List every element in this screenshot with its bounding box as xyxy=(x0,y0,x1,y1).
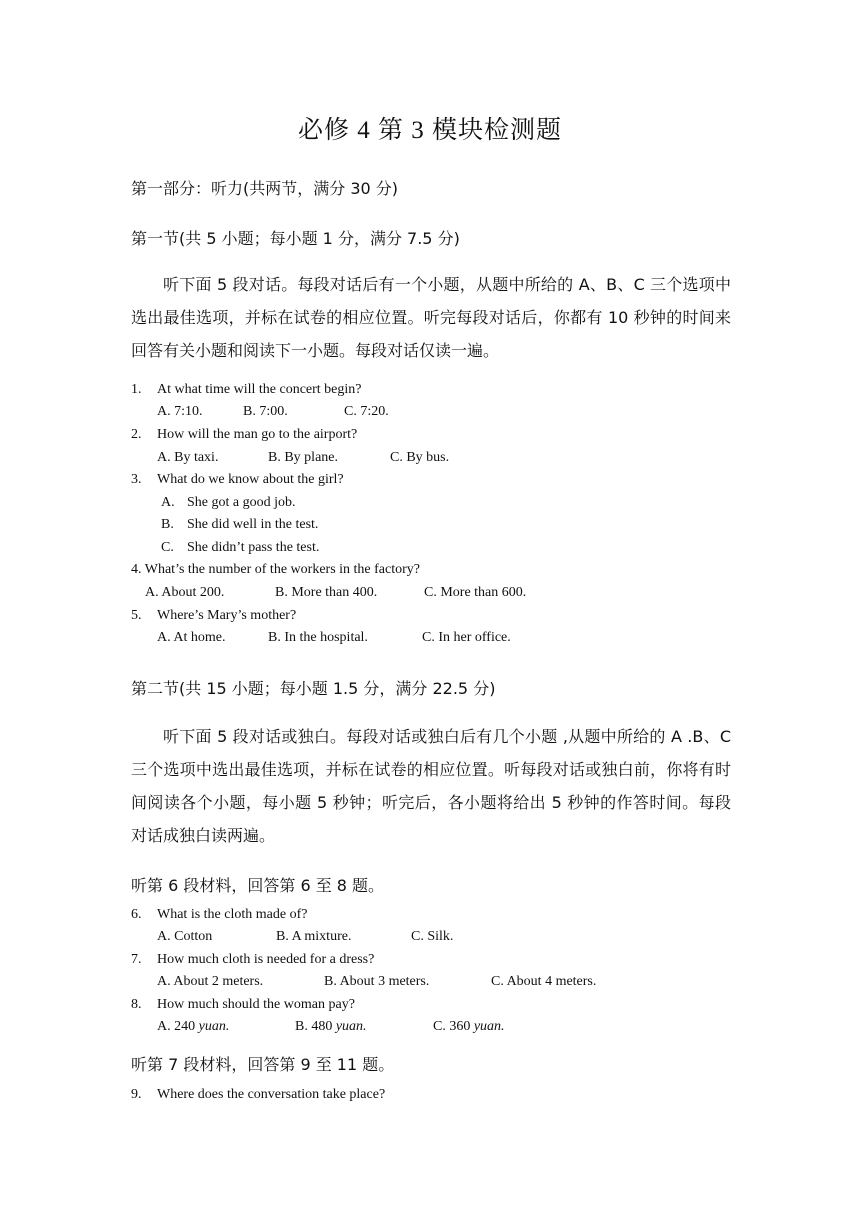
option-a: A. Cotton xyxy=(157,929,213,944)
section2-instructions: 听下面 5 段对话或独白。每段对话或独白后有几个小题 ,从题中所给的 A .B、C 三个选项中选出最佳选项，并标在试卷的相应位置。听每段对话或独白前，你将有时间阅读各个小题，每小题 5 秒钟；听完后，各小题将给出 5 秒钟的作答时间。每段对话成独白读两遍。 xyxy=(131,727,731,845)
section1-instructions: 听下面 5 段对话。每段对话后有一个小题，从题中所给的 A、B、C 三个选项中选出最佳选项，并标在试卷的相应位置。听完每段对话后，你都有 10 秒钟的时间来回答有关小题和阅读下一小题。每段对话仅读一遍。 xyxy=(131,275,731,360)
currency-unit: yuan. xyxy=(335,1019,367,1034)
question-text: At what time will the concert begin? xyxy=(157,382,362,397)
option-b: B. More than 400. xyxy=(275,585,378,600)
question-text: Where’s Mary’s mother? xyxy=(157,608,297,623)
question-1 xyxy=(131,382,362,398)
option-a: A. By taxi. xyxy=(157,450,219,465)
material6-heading: 听第 6 段材料，回答第 6 至 8 题。 xyxy=(131,876,385,895)
option-b: B. In the hospital. xyxy=(268,630,368,645)
section2-heading: 第二节(共 15 小题；每小题 1.5 分，满分 22.5 分) xyxy=(131,679,496,698)
option-b xyxy=(161,517,318,533)
option-text: She got a good job. xyxy=(187,495,296,510)
currency-unit: yuan. xyxy=(473,1019,505,1034)
material7-heading: 听第 7 段材料，回答第 9 至 11 题。 xyxy=(131,1055,395,1074)
option-label: C. xyxy=(161,540,174,555)
question-number: 6. xyxy=(131,907,142,922)
option-c xyxy=(433,1019,505,1035)
question-text: How much cloth is needed for a dress? xyxy=(157,952,375,967)
question-5 xyxy=(131,608,296,624)
option-c: C. Silk. xyxy=(411,929,454,944)
option-text: A. 240 xyxy=(157,1019,199,1034)
option-text: B. 480 xyxy=(295,1019,336,1034)
option-label: B. xyxy=(161,517,174,532)
option-text: She did well in the test. xyxy=(187,517,319,532)
question-number: 5. xyxy=(131,608,142,623)
part1-heading: 第一部分：听力(共两节，满分 30 分) xyxy=(131,179,399,198)
question-text: How much should the woman pay? xyxy=(157,997,355,1012)
question-number: 3. xyxy=(131,472,142,487)
question-text: Where does the conversation take place? xyxy=(157,1087,386,1102)
option-a xyxy=(161,495,296,511)
option-b xyxy=(295,1019,367,1035)
question-number: 2. xyxy=(131,427,142,442)
page-title: 必修 4 第 3 模块检测题 xyxy=(297,117,562,144)
question-7 xyxy=(131,952,374,968)
question-text: How will the man go to the airport? xyxy=(157,427,358,442)
question-number: 8. xyxy=(131,997,142,1012)
option-c: C. 7:20. xyxy=(344,404,389,419)
question-2 xyxy=(131,427,357,443)
option-b: B. About 3 meters. xyxy=(324,974,430,989)
currency-unit: yuan. xyxy=(198,1019,230,1034)
question-8 xyxy=(131,997,355,1013)
option-c: C. More than 600. xyxy=(424,585,527,600)
option-a: A. 7:10. xyxy=(157,404,203,419)
option-a: A. About 200. xyxy=(145,585,225,600)
option-c xyxy=(161,540,319,556)
option-text: C. 360 xyxy=(433,1019,474,1034)
option-b: B. A mixture. xyxy=(276,929,352,944)
question-6 xyxy=(131,907,307,923)
question-4 xyxy=(131,562,420,578)
option-b: B. By plane. xyxy=(268,450,338,465)
question-number: 9. xyxy=(131,1087,142,1102)
option-a: A. At home. xyxy=(157,630,226,645)
question-9 xyxy=(131,1087,385,1103)
question-text: What do we know about the girl? xyxy=(157,472,344,487)
question-number: 4. xyxy=(131,562,142,577)
option-c: C. By bus. xyxy=(390,450,450,465)
question-text: What is the cloth made of? xyxy=(157,907,308,922)
option-a xyxy=(157,1019,229,1035)
question-number: 7. xyxy=(131,952,142,967)
section1-heading: 第一节(共 5 小题；每小题 1 分，满分 7.5 分) xyxy=(131,229,460,248)
option-a: A. About 2 meters. xyxy=(157,974,264,989)
option-c: C. In her office. xyxy=(422,630,511,645)
option-label: A. xyxy=(161,495,175,510)
question-number: 1. xyxy=(131,382,142,397)
option-text: She didn’t pass the test. xyxy=(187,540,320,555)
question-3 xyxy=(131,472,344,488)
question-text: What’s the number of the workers in the factory? xyxy=(144,562,420,577)
option-c: C. About 4 meters. xyxy=(491,974,597,989)
option-b: B. 7:00. xyxy=(243,404,288,419)
